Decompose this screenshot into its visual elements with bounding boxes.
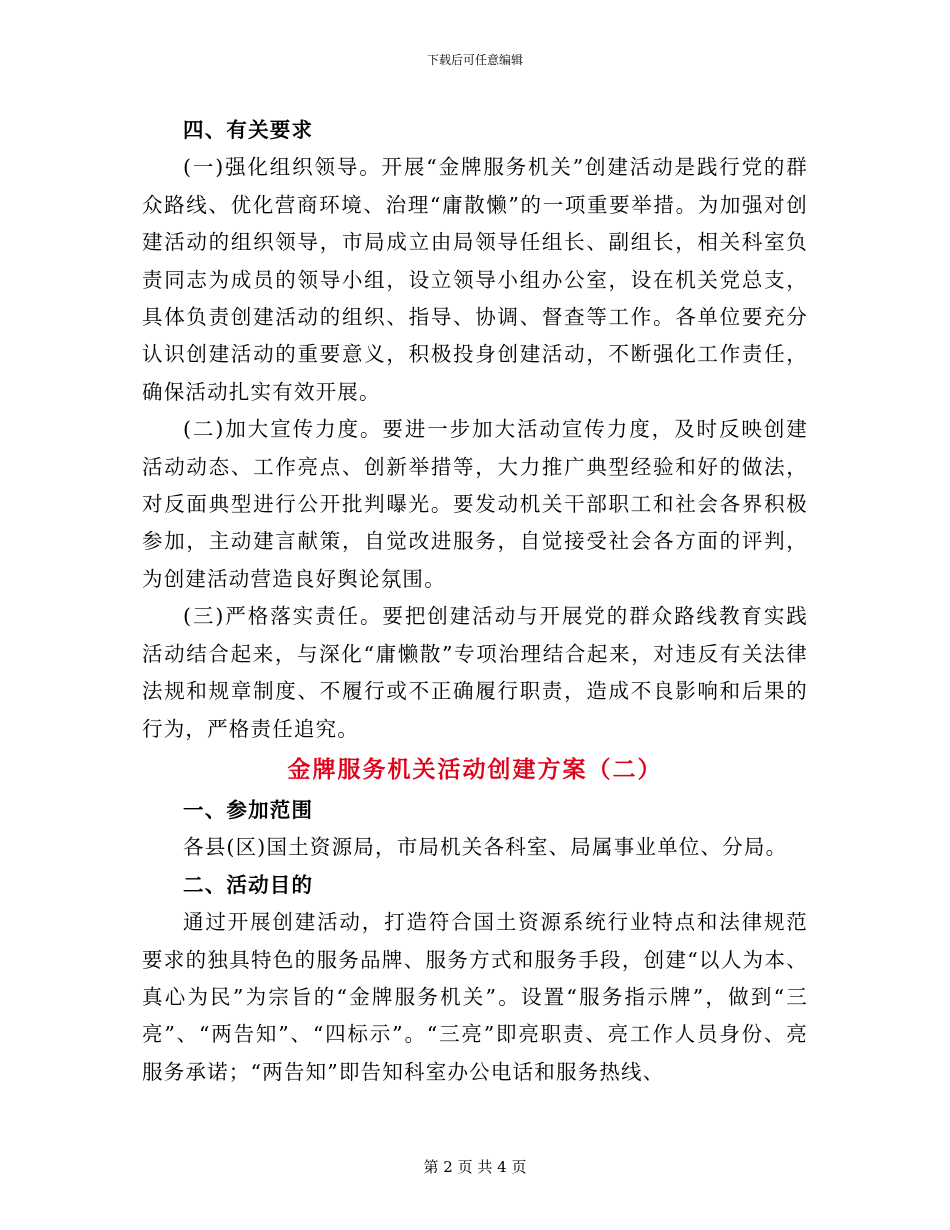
paragraph-responsibility: (三)严格落实责任。要把创建活动与开展党的群众路线教育实践活动结合起来，与深化“庸懒散”专项治理结合起来，对违反有关法律法规和规章制度、不履行或不正确履行职责，造成不良影响和后果的行为，严格责任追究。	[142, 604, 808, 741]
paragraph-organization: (一)强化组织领导。开展“金牌服务机关”创建活动是践行党的群众路线、优化营商环境、治理“庸散懒”的一项重要举措。为加强对创建活动的组织领导，市局成立由局领导任组长、副组长，相关科室负责同志为成员的领导小组，设立领导小组办公室，设在机关党总支，具体负责创建活动的组织、指导、协调、督查等工作。各单位要充分认识创建活动的重要意义，积极投身创建活动，不断强化工作责任，确保活动扎实有效开展。	[142, 155, 808, 404]
page-header: 下载后可任意编辑	[426, 53, 523, 67]
paragraph-goal: 通过开展创建活动，打造符合国土资源系统行业特点和法律规范要求的独具特色的服务品牌、服务方式和服务手段，创建“以人为本、真心为民”为宗旨的“金牌服务机关”。设置“服务指示牌”，做到“三亮”、“两告知”、“四标示”。“三亮”即亮职责、亮工作人员身份、亮服务承诺；“两告知”即告知科室办公电话和服务热线、	[142, 910, 808, 1084]
section-heading-goal: 二、活动目的	[183, 872, 314, 897]
plan-title: 金牌服务机关活动创建方案（二）	[287, 755, 663, 783]
section-heading-scope: 一、参加范围	[183, 797, 314, 822]
section-heading-requirements: 四、有关要求	[183, 118, 314, 142]
page-footer: 第 2 页 共 4 页	[423, 1158, 527, 1176]
paragraph-scope: 各县(区)国土资源局，市局机关各科室、局属事业单位、分局。	[183, 835, 788, 860]
paragraph-publicity: (二)加大宣传力度。要进一步加大活动宣传力度，及时反映创建活动动态、工作亮点、创新举措等，大力推广典型经验和好的做法，对反面典型进行公开批判曝光。要发动机关干部职工和社会各界积极参加，主动建言献策，自觉改进服务，自觉接受社会各方面的评判，为创建活动营造良好舆论氛围。	[142, 417, 808, 591]
document-body	[142, 112, 808, 1091]
